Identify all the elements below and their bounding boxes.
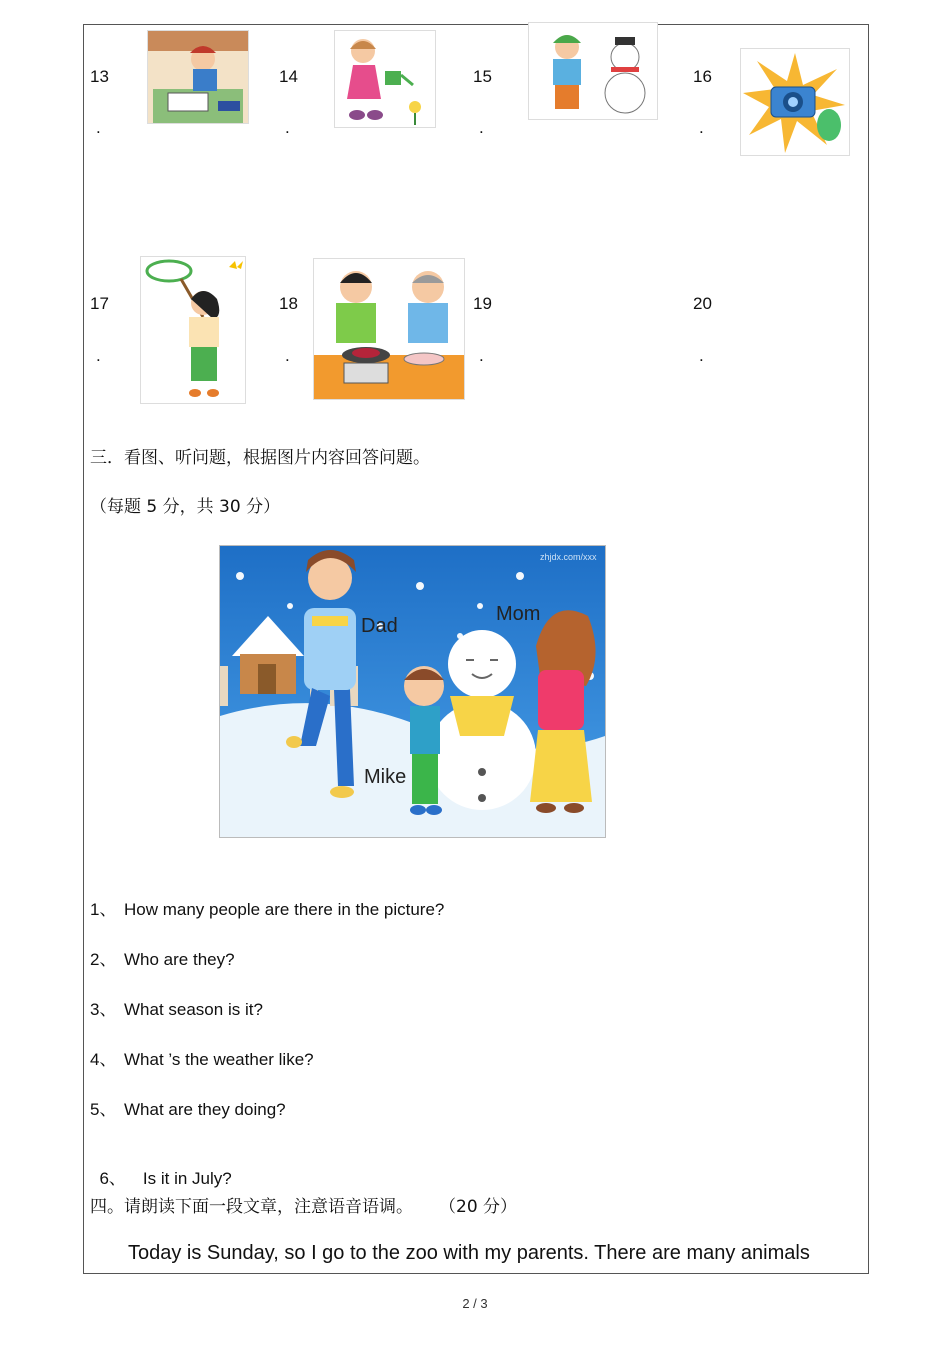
item-number: 13: [90, 67, 109, 86]
item-dot: .: [96, 346, 101, 365]
hand-camera-icon: [740, 48, 850, 156]
question-number: 3、: [90, 1000, 117, 1019]
question-text: Is it in July?: [133, 1169, 232, 1188]
reading-passage: Today is Sunday, so I go to the zoo with my parents. There are many animals: [128, 1242, 810, 1264]
question-text: Who are they?: [124, 950, 235, 969]
question-item: [90, 1095, 286, 1120]
question-text: What season is it?: [124, 1000, 263, 1019]
section3-heading: 三．看图、听问题，根据图片内容回答问题。: [90, 448, 430, 468]
item-dot: .: [96, 118, 101, 137]
item-dot: .: [479, 118, 484, 137]
question-number: 1、: [90, 900, 117, 919]
item-dot: .: [699, 346, 704, 365]
question-item: [90, 1045, 314, 1070]
section4-heading-text: 四。请朗读下面一段文章，注意语音语调。: [90, 1197, 413, 1217]
page-number: 2 / 3: [462, 1296, 488, 1311]
item-number: 18: [279, 294, 298, 313]
question-item: [90, 995, 263, 1020]
girl-watering-flowers-icon: [334, 30, 436, 128]
item-number: 20: [693, 294, 712, 313]
question-number: 5、: [90, 1100, 117, 1119]
question-number: 4、: [90, 1050, 117, 1069]
item-number: 19: [473, 294, 492, 313]
dad-label: Dad: [361, 615, 398, 637]
section3-points: （每题 5 分，共 30 分）: [90, 497, 281, 517]
boys-cooking-icon: [313, 258, 465, 400]
question-text: What ’s the weather like?: [124, 1050, 314, 1069]
girl-catching-butterfly-icon: [140, 256, 246, 404]
item-dot: .: [699, 118, 704, 137]
item-number: 17: [90, 294, 109, 313]
question-number: 2、: [90, 950, 117, 969]
item-number: 14: [279, 67, 298, 86]
mom-label: Mom: [496, 603, 541, 625]
item-dot: .: [285, 346, 290, 365]
watermark: zhjdx.com/xxx: [540, 552, 597, 562]
question-item: [90, 945, 235, 970]
question-text: What are they doing?: [124, 1100, 286, 1119]
question-number: 6、: [99, 1169, 126, 1188]
child-building-snowman-icon: [528, 22, 658, 120]
item-dot: .: [479, 346, 484, 365]
child-studying-icon: [147, 30, 249, 124]
family-snow-scene: [219, 545, 606, 838]
section4-heading: [90, 1192, 517, 1217]
question-text: How many people are there in the picture?: [124, 900, 445, 919]
question-item: [90, 1144, 232, 1189]
item-number: 15: [473, 67, 492, 86]
item-number: 16: [693, 67, 712, 86]
question-item: [90, 895, 444, 920]
section4-points: （20 分）: [439, 1197, 518, 1217]
mike-label: Mike: [364, 766, 407, 788]
item-dot: .: [285, 118, 290, 137]
